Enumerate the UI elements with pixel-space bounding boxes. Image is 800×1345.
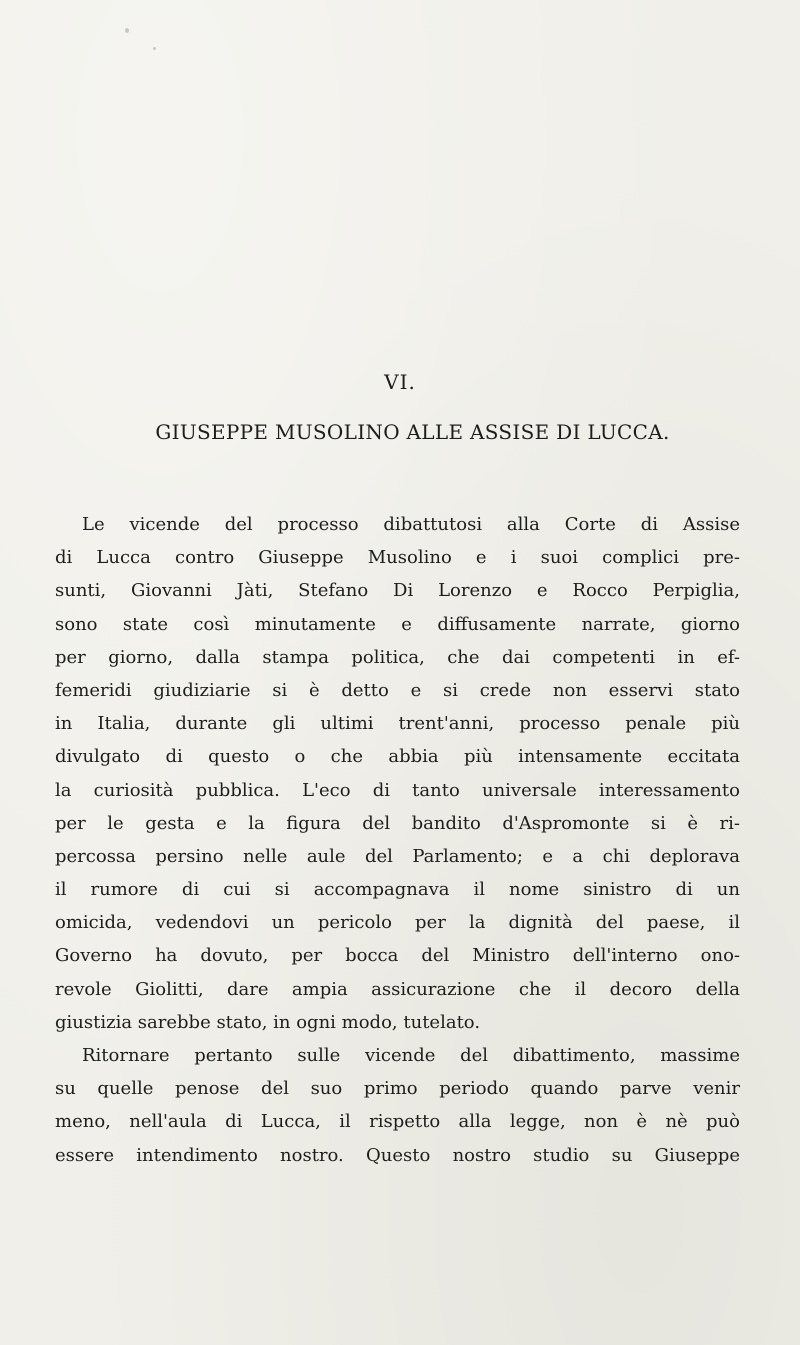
text-line: in Italia, durante gli ultimi trent'anni, processo penale più xyxy=(55,713,740,735)
paragraph xyxy=(55,1039,740,1172)
text-line: Governo ha dovuto, per bocca del Ministro dell'interno ono- xyxy=(55,945,740,967)
text-line: omicida, vedendovi un pericolo per la dignità del paese, il xyxy=(55,912,740,934)
text-line: giustizia sarebbe stato, in ogni modo, tutelato. xyxy=(55,1011,481,1033)
chapter-number: VI. xyxy=(384,370,416,394)
text-line: su quelle penose del suo primo periodo quando parve venir xyxy=(55,1078,740,1100)
text-line: essere intendimento nostro. Questo nostro studio su Giuseppe xyxy=(55,1144,740,1166)
paper-speck xyxy=(153,47,156,50)
text-line: per le gesta e la figura del bandito d'Aspromonte si è ri- xyxy=(55,812,740,834)
text-line: di Lucca contro Giuseppe Musolino e i suoi complici pre- xyxy=(55,547,740,569)
chapter-title: GIUSEPPE MUSOLINO ALLE ASSISE DI LUCCA. xyxy=(155,420,670,444)
text-line: la curiosità pubblica. L'eco di tanto universale interessamento xyxy=(55,779,740,801)
body-text xyxy=(55,508,740,1172)
text-line: divulgato di questo o che abbia più intensamente eccitata xyxy=(55,746,740,768)
paper-speck xyxy=(125,28,129,33)
paragraph xyxy=(55,508,740,1039)
text-line: femeridi giudiziarie si è detto e si crede non esservi stato xyxy=(55,679,740,701)
text-line: Ritornare pertanto sulle vicende del dibattimento, massime xyxy=(82,1045,740,1066)
text-line: sono state così minutamente e diffusamente narrate, giorno xyxy=(55,613,740,635)
text-line: Le vicende del processo dibattutosi alla Corte di Assise xyxy=(82,514,740,535)
text-line: meno, nell'aula di Lucca, il rispetto alla legge, non è nè può xyxy=(55,1111,740,1133)
text-line: il rumore di cui si accompagnava il nome sinistro di un xyxy=(55,879,740,901)
text-line: sunti, Giovanni Jàti, Stefano Di Lorenzo e Rocco Perpiglia, xyxy=(55,580,740,602)
text-line: percossa persino nelle aule del Parlamento; e a chi deplorava xyxy=(55,845,740,867)
text-line: per giorno, dalla stampa politica, che dai competenti in ef- xyxy=(55,646,740,668)
text-line: revole Giolitti, dare ampia assicurazione che il decoro della xyxy=(55,978,740,1000)
